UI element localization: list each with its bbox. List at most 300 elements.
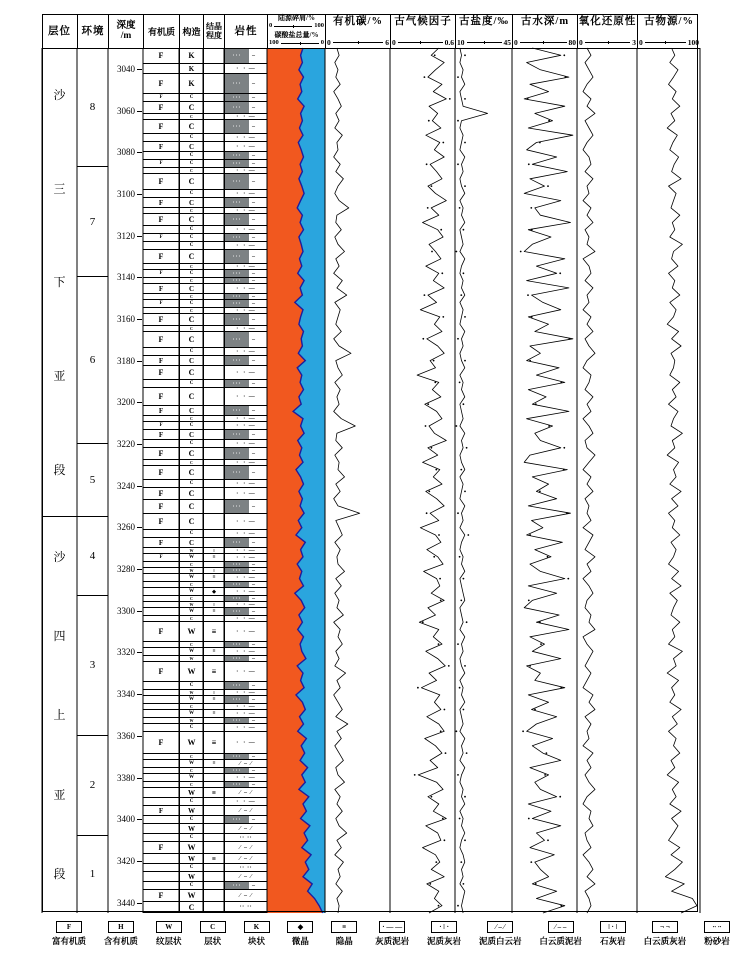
- depth-tick-label: 3200: [117, 397, 135, 408]
- stratum-unit-char: 下: [53, 275, 66, 290]
- stratum-unit-char: 亚: [53, 787, 66, 802]
- depth-tick-label: 3320: [117, 647, 135, 658]
- structure-cell: C: [179, 234, 203, 241]
- structure-cell: W: [179, 732, 203, 753]
- lithology-pattern: · · —: [236, 208, 256, 213]
- organic-matter-cell: F: [158, 103, 164, 112]
- structure-cell: C: [179, 264, 203, 269]
- lithology-pattern: –: [252, 782, 256, 787]
- lithology-pattern: –: [252, 718, 256, 723]
- lithology-pattern: –: [252, 562, 256, 567]
- structure-cell: C: [179, 816, 203, 823]
- environment-zone: 2: [77, 736, 108, 836]
- lithology-pattern: –: [252, 469, 256, 476]
- organic-matter-cell: F: [158, 142, 164, 151]
- stratum-unit-char: 段: [53, 462, 66, 477]
- lithology-pattern: · · —: [236, 348, 256, 355]
- structure-cell: C: [179, 208, 203, 213]
- lithology-pattern: · · —: [236, 668, 256, 675]
- depth-tick-label: 3400: [117, 814, 135, 825]
- structure-cell: C: [179, 142, 203, 151]
- lithology-pattern: · · —: [236, 648, 256, 655]
- structure-cell: C: [179, 294, 203, 299]
- legend-label: 泥质白云岩: [478, 936, 522, 946]
- organic-matter-cell: F: [158, 449, 164, 458]
- crystallinity-cell: ≡: [203, 608, 224, 615]
- lithology-pattern: ···: [232, 234, 242, 241]
- structure-cell: K: [179, 64, 203, 73]
- lithology-pattern: · · —: [236, 460, 256, 465]
- legend-symbol-box: ¬ ¬: [652, 921, 678, 933]
- structure-cell: W: [179, 662, 203, 681]
- lithology-pattern: · · —: [236, 480, 256, 487]
- lithology-pattern: · · —: [236, 114, 256, 119]
- terrigenous-header-label: 陆源碎屑/%: [278, 14, 315, 22]
- structure-cell: K: [179, 48, 203, 63]
- structure-cell: C: [179, 174, 203, 189]
- organic-matter-cell: F: [158, 177, 164, 186]
- depth-tick-label: 3360: [117, 730, 135, 741]
- structure-cell: C: [179, 190, 203, 197]
- structure-cell: C: [179, 102, 203, 113]
- lithology-pattern: –: [252, 596, 256, 601]
- structure-cell: C: [179, 782, 203, 787]
- structure-cell: C: [179, 388, 203, 405]
- lithology-pattern: –: [252, 656, 256, 661]
- lithology-pattern: ···: [232, 656, 242, 661]
- structure-cell: C: [179, 284, 203, 293]
- lithology-pattern: ∙∙ ∙∙: [239, 834, 253, 841]
- lithology-pattern: · · —: [236, 554, 256, 561]
- legend-symbol-box: ∙∙ ∙∙: [704, 921, 730, 933]
- structure-cell: C: [179, 798, 203, 805]
- organic-matter-cell: F: [158, 489, 164, 498]
- lithology-pattern: · · —: [236, 134, 256, 141]
- lithology-pattern: ···: [232, 152, 242, 159]
- legend-symbol-box: F: [56, 921, 82, 933]
- structure-cell: C: [179, 864, 203, 871]
- structure-cell: C: [179, 448, 203, 459]
- lithology-pattern: –: [252, 582, 256, 587]
- lithology-pattern: ⁄ – ⁄: [239, 892, 253, 899]
- legend-item: [331, 921, 357, 947]
- lithology-pattern: ···: [232, 123, 242, 130]
- lithology-pattern: ···: [232, 216, 242, 223]
- lithology-pattern: ···: [232, 539, 242, 546]
- crystallinity-cell: ≡: [203, 548, 224, 553]
- lithology-pattern: ⁄ – ⁄: [239, 844, 253, 851]
- crystallinity-cell: ≡: [203, 568, 224, 573]
- organic-matter-cell: F: [158, 315, 164, 324]
- legend-item: [52, 921, 86, 947]
- crystallinity-cell: ≡: [203, 732, 224, 753]
- lithology-pattern: · · —: [236, 704, 256, 709]
- environment-header-label: 环境: [81, 26, 105, 37]
- structure-cell: C: [179, 460, 203, 465]
- lithology-pattern: · · —: [236, 440, 256, 447]
- stratum-unit-char: 三: [53, 181, 66, 196]
- crystallinity-cell: ≡: [203, 554, 224, 561]
- crystallinity-cell: ≡: [203, 854, 224, 863]
- organic-matter-cell: F: [158, 122, 164, 131]
- structure-cell: C: [179, 416, 203, 421]
- redox-scale-min: 0: [579, 38, 583, 47]
- lithology-pattern: · · —: [236, 490, 256, 497]
- environment-zone: 4: [77, 517, 108, 596]
- organic-matter-cell: F: [158, 356, 164, 365]
- lithology-pattern: · · —: [236, 308, 256, 313]
- organic-matter-cell: F: [158, 252, 164, 261]
- structure-cell: W: [179, 710, 203, 717]
- crystallinity-cell: ≡: [203, 622, 224, 641]
- lithology-pattern: ···: [232, 596, 242, 601]
- structure-cell: C: [179, 488, 203, 499]
- structure-cell: W: [179, 718, 203, 723]
- structure-cell: W: [179, 760, 203, 767]
- organic-matter-cell: F: [159, 555, 163, 560]
- structure-cell: C: [179, 356, 203, 365]
- lithology-pattern: –: [252, 503, 256, 510]
- lithology-pattern: ···: [232, 582, 242, 587]
- structure-cell: W: [179, 568, 203, 573]
- lithology-pattern: ···: [232, 718, 242, 723]
- legend-label: 粉砂岩: [704, 936, 730, 946]
- crystallinity-cell: ≡: [203, 788, 224, 797]
- lithology-pattern: · · —: [236, 242, 256, 249]
- lithology-pattern: ⁄ – ⁄: [239, 807, 253, 814]
- terrigenous-scale-max: 100: [314, 22, 324, 29]
- lithology-pattern: –: [252, 160, 256, 167]
- structure-cell: C: [179, 120, 203, 133]
- lithology-pattern: ···: [232, 357, 242, 364]
- lithology-pattern: –: [252, 450, 256, 457]
- stratum-unit-char: 沙: [53, 88, 66, 103]
- structure-cell: C: [179, 300, 203, 307]
- depth-tick-label: 3260: [117, 522, 135, 533]
- lithology-pattern: –: [252, 270, 256, 277]
- lithology-pattern: ∙∙ ∙∙: [239, 904, 253, 910]
- lithology-pattern: ···: [232, 469, 242, 476]
- structure-cell: C: [179, 152, 203, 159]
- depth-tick-label: 3040: [117, 63, 135, 74]
- lithology-pattern: · · —: [236, 285, 256, 292]
- provenance-scale-max: 100: [687, 38, 699, 47]
- stratum-unit-char: 上: [53, 708, 66, 723]
- legend-label: 含有机质: [103, 936, 138, 946]
- stratum-header-label: 层位: [48, 26, 71, 37]
- climate-factor-header-label: 古气候因子: [394, 16, 452, 27]
- lithology-pattern: –: [252, 754, 256, 759]
- depth-tick-label: 3340: [117, 689, 135, 700]
- structure-cell: W: [179, 602, 203, 607]
- lithology-pattern: ⁄ – ⁄: [239, 825, 253, 832]
- legend-symbol-box: ǀ · ǀ: [600, 921, 626, 933]
- depth-tick-label: 3080: [117, 147, 135, 158]
- crystallinity-header-line2: 程度: [206, 31, 222, 40]
- organic-matter-cell: F: [158, 79, 164, 88]
- redox-header-label: 氧化还原性: [578, 16, 637, 27]
- structure-cell: W: [179, 656, 203, 661]
- legend-symbol-box: C: [200, 921, 226, 933]
- structure-cell: K: [179, 74, 203, 93]
- structure-cell: C: [179, 430, 203, 439]
- structure-cell: W: [179, 872, 203, 881]
- legend-label: 石灰岩: [599, 936, 626, 946]
- lithology-pattern: ···: [232, 782, 242, 787]
- lithology-pattern: · · —: [236, 774, 256, 781]
- lithology-pattern: ···: [232, 294, 242, 299]
- legend-label: 层状: [204, 936, 222, 946]
- provenance-scale-min: 0: [639, 38, 643, 47]
- lithology-pattern: –: [252, 682, 256, 689]
- lithology-pattern: –: [252, 568, 256, 573]
- organic-matter-cell: F: [159, 95, 163, 100]
- legend-item: [200, 921, 226, 947]
- lithology-pattern: ···: [232, 608, 242, 615]
- structure-header-label: 构造: [182, 27, 201, 37]
- structure-cell: C: [179, 704, 203, 709]
- legend-item: [539, 921, 582, 947]
- legend-item: [375, 921, 409, 947]
- legend-label: 泥质灰岩: [427, 936, 462, 946]
- structure-cell: C: [179, 562, 203, 567]
- structure-cell: C: [179, 422, 203, 429]
- organic-matter-cell: F: [158, 430, 164, 439]
- structure-cell: C: [179, 366, 203, 379]
- lithology-pattern: · · —: [236, 710, 256, 717]
- structure-cell: C: [179, 724, 203, 731]
- water-depth-scale-min: 0: [514, 38, 518, 47]
- legend-label: 富有机质: [52, 936, 87, 946]
- lithology-pattern: –: [252, 882, 256, 889]
- organic-matter-cell: F: [159, 161, 163, 166]
- lithology-pattern: ∙∙ ∙∙: [239, 864, 253, 871]
- organic-matter-cell: F: [158, 502, 164, 511]
- lithology-pattern: · · —: [236, 226, 256, 233]
- depth-tick-label: 3220: [117, 439, 135, 450]
- structure-cell: C: [179, 242, 203, 249]
- crystallinity-cell: ≡: [203, 690, 224, 695]
- organic-matter-cell: F: [158, 198, 164, 207]
- carbonate-scale-max: 0: [320, 39, 324, 46]
- structure-cell: W: [179, 622, 203, 641]
- lithology-pattern: ···: [232, 178, 242, 185]
- legend-label: 隐晶: [335, 936, 353, 946]
- lithology-pattern: –: [252, 380, 256, 387]
- organic-matter-cell: F: [158, 806, 164, 815]
- lithology-pattern: –: [252, 294, 256, 299]
- legend-symbol-box: W: [156, 921, 182, 933]
- lithology-pattern: · · —: [236, 690, 256, 695]
- lithology-pattern: –: [252, 407, 256, 414]
- legend-item: [244, 921, 270, 947]
- organic-carbon-scale-min: 0: [327, 38, 331, 47]
- organic-matter-cell: F: [158, 335, 164, 344]
- provenance-header-label: 古物源/%: [644, 16, 694, 27]
- depth-tick-label: 3100: [117, 188, 135, 199]
- depth-tick-label: 3120: [117, 230, 135, 241]
- salinity-scale-max: 45: [503, 38, 511, 47]
- organic-matter-cell: F: [158, 517, 164, 526]
- lithology-pattern: ···: [232, 407, 242, 414]
- structure-cell: C: [179, 160, 203, 167]
- crystallinity-header-line1: 结晶: [206, 22, 222, 31]
- lithology-pattern: ···: [232, 431, 242, 438]
- depth-tick-label: 3300: [117, 605, 135, 616]
- lithology-pattern: ···: [232, 270, 242, 277]
- structure-cell: C: [179, 134, 203, 141]
- lithology-pattern: · · —: [236, 518, 256, 525]
- lithology-pattern: · · —: [236, 326, 256, 331]
- lithology-pattern: ···: [232, 300, 242, 307]
- environment-zone: 5: [77, 444, 108, 517]
- depth-tick-label: 3180: [117, 355, 135, 366]
- structure-cell: W: [179, 842, 203, 853]
- organic-matter-cell: F: [158, 215, 164, 224]
- organic-matter-cell: F: [159, 235, 163, 240]
- salinity-header-label: 古盐度/‰: [459, 16, 509, 27]
- legend-item: [104, 921, 138, 947]
- structure-cell: C: [179, 250, 203, 263]
- water-depth-header-label: 古水深/m: [520, 16, 570, 27]
- lithology-pattern: ···: [232, 696, 242, 703]
- organic-matter-cell: F: [158, 368, 164, 377]
- lithology-pattern: ···: [232, 568, 242, 573]
- structure-cell: C: [179, 308, 203, 313]
- lithology-pattern: · · —: [236, 422, 256, 429]
- organic-matter-cell: F: [158, 392, 164, 401]
- crystallinity-cell: ≡: [203, 574, 224, 581]
- structure-cell: C: [179, 500, 203, 513]
- legend-item: [156, 921, 182, 947]
- lithology-pattern: ⁄ – ⁄: [239, 873, 253, 880]
- lithology-pattern: –: [252, 123, 256, 130]
- legend-item: [427, 921, 461, 947]
- lithology-pattern: ⁄ – ⁄: [239, 760, 253, 767]
- organic-matter-cell: F: [159, 271, 163, 276]
- organic-matter-cell: F: [158, 51, 164, 60]
- organic-matter-cell: F: [158, 738, 164, 747]
- lithology-pattern: · · —: [236, 588, 256, 595]
- structure-cell: C: [179, 596, 203, 601]
- structure-cell: C: [179, 514, 203, 529]
- structure-cell: C: [179, 902, 203, 912]
- lithology-pattern: · · —: [236, 628, 256, 635]
- lithology-pattern: –: [252, 768, 256, 773]
- lithology-pattern: –: [252, 816, 256, 823]
- lithology-pattern: –: [252, 152, 256, 159]
- depth-tick-label: 3240: [117, 480, 135, 491]
- organic-matter-header-label: 有机质: [147, 27, 175, 37]
- lithology-pattern: ···: [232, 52, 242, 59]
- lithology-pattern: –: [252, 336, 256, 343]
- legend-item: [287, 921, 313, 947]
- structure-cell: C: [179, 530, 203, 537]
- structure-cell: C: [179, 326, 203, 331]
- lithology-pattern: ···: [232, 642, 242, 647]
- lithology-pattern: ···: [232, 682, 242, 689]
- structure-cell: C: [179, 314, 203, 325]
- organic-carbon-header-label: 有机碳/%: [333, 16, 383, 27]
- structure-cell: W: [179, 608, 203, 615]
- crystallinity-cell: ≡: [203, 696, 224, 703]
- organic-matter-cell: F: [158, 627, 164, 636]
- depth-tick-label: 3280: [117, 564, 135, 575]
- organic-matter-cell: F: [158, 667, 164, 676]
- structure-cell: W: [179, 588, 203, 595]
- water-depth-scale-max: 80: [568, 38, 576, 47]
- legend-label: 白云质泥岩: [539, 936, 582, 946]
- lithology-pattern: –: [252, 104, 256, 111]
- structure-cell: C: [179, 278, 203, 283]
- structure-cell: C: [179, 834, 203, 841]
- legend-label: 白云质灰岩: [643, 936, 687, 946]
- crystallinity-cell: ≡: [203, 760, 224, 767]
- lithology-pattern: ···: [232, 80, 242, 87]
- lithology-pattern: ⁄ – ⁄: [239, 855, 253, 862]
- crystallinity-cell: ≡: [203, 602, 224, 607]
- lithology-pattern: ···: [232, 199, 242, 206]
- structure-cell: C: [179, 754, 203, 759]
- lithology-pattern: · · —: [236, 143, 256, 150]
- structure-cell: C: [179, 380, 203, 387]
- depth-tick-label: 3440: [117, 897, 135, 908]
- structure-cell: C: [179, 440, 203, 447]
- depth-tick-label: 3160: [117, 313, 135, 324]
- environment-zone: 7: [77, 167, 108, 277]
- lithology-pattern: · · —: [236, 602, 256, 607]
- carbonate-scale-min: 100: [269, 39, 279, 46]
- structure-cell: W: [179, 574, 203, 581]
- lithology-pattern: –: [252, 278, 256, 283]
- environment-zone: 1: [89, 868, 96, 881]
- carbonate-header-label: 碳酸盐总量/%: [274, 31, 319, 39]
- lithology-pattern: ···: [232, 94, 242, 101]
- lithology-pattern: –: [252, 94, 256, 101]
- organic-matter-cell: F: [158, 284, 164, 293]
- structure-cell: W: [179, 890, 203, 901]
- lithology-pattern: –: [252, 539, 256, 546]
- crystallinity-cell: ≡: [203, 710, 224, 717]
- structure-cell: C: [179, 480, 203, 487]
- legend: [52, 921, 730, 957]
- lithology-pattern: · · —: [236, 369, 256, 376]
- lithology-pattern: –: [252, 316, 256, 323]
- crystallinity-cell: ≡: [203, 662, 224, 681]
- depth-header-line2: /m: [120, 31, 132, 41]
- lithology-pattern: · · —: [236, 264, 256, 269]
- lithology-pattern: ···: [232, 380, 242, 387]
- legend-item: [704, 921, 730, 947]
- structure-cell: C: [179, 348, 203, 355]
- organic-matter-cell: F: [159, 423, 163, 428]
- crystallinity-cell: ◆: [203, 588, 224, 595]
- structure-cell: C: [179, 270, 203, 277]
- lithology-pattern: · · —: [236, 574, 256, 581]
- structure-cell: C: [179, 682, 203, 689]
- legend-symbol-box: · — —: [379, 921, 405, 933]
- structure-cell: W: [179, 690, 203, 695]
- organic-matter-cell: F: [158, 406, 164, 415]
- structure-cell: C: [179, 214, 203, 225]
- lithology-pattern: –: [252, 199, 256, 206]
- lithology-pattern: ···: [232, 253, 242, 260]
- stratum-unit-char: 段: [53, 866, 66, 881]
- structure-cell: W: [179, 554, 203, 561]
- legend-label: 微晶: [291, 936, 309, 946]
- lithology-pattern: · · —: [236, 616, 256, 621]
- lithology-pattern: · · —: [236, 724, 256, 731]
